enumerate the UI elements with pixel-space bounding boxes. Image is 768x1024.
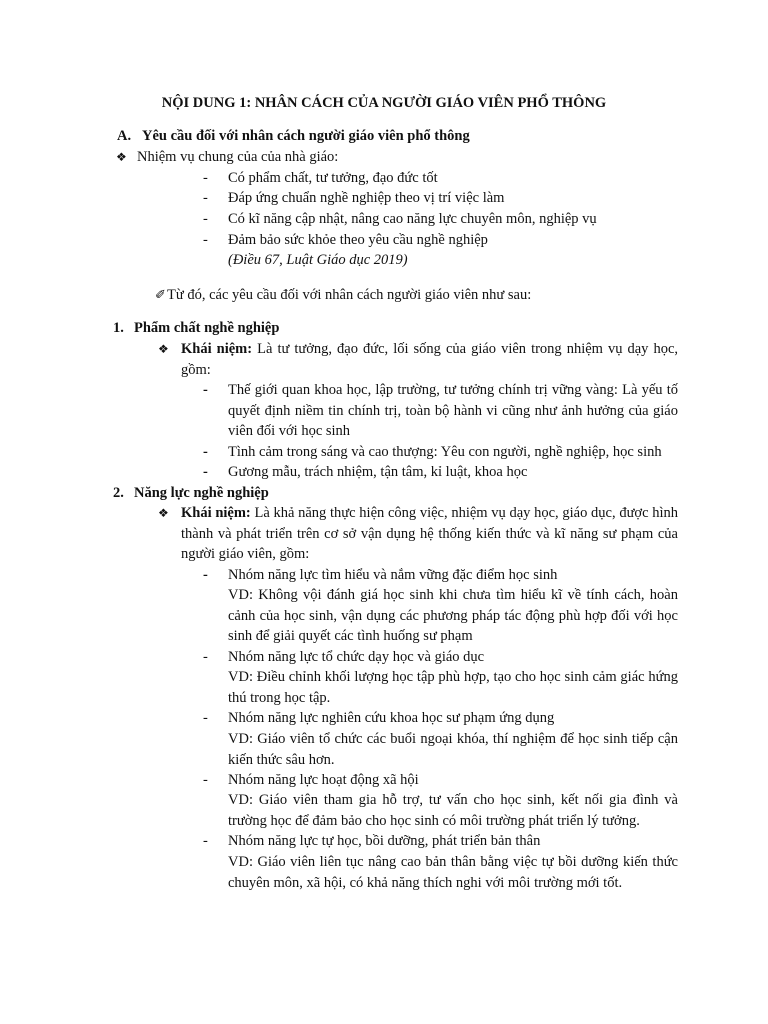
competency-example: VD: Giáo viên tham gia hỗ trợ, tư vấn cho học sinh, kết nối gia đình và trường học để đảm bảo cho học sinh có môi trường phát triển lý tưởng. <box>228 792 678 829</box>
quality-item: Tình cảm trong sáng và cao thượng: Yêu con người, nghề nghiệp, học sinh <box>228 444 662 460</box>
section-1-number: 1. <box>113 320 124 336</box>
task-item: Có kĩ năng cập nhật, nâng cao năng lực chuyên môn, nghiệp vụ <box>228 211 597 227</box>
competency-example: VD: Điều chỉnh khối lượng học tập phù hợp, tạo cho học sinh cảm giác hứng thú trong học tập. <box>228 669 678 706</box>
quality-item: Gương mẫu, trách nhiệm, tận tâm, kỉ luật, khoa học <box>228 464 528 480</box>
dash-marker: - <box>203 232 208 248</box>
competency-example: VD: Giáo viên liên tục nâng cao bản thân bằng việc tự bồi dưỡng kiến thức chuyên môn, xã hội, có khả năng thích nghi với môi trường mới tốt. <box>228 854 678 891</box>
competency-group-name: Nhóm năng lực hoạt động xã hội <box>228 772 419 788</box>
dash-marker: - <box>203 382 208 398</box>
dash-marker: - <box>203 464 208 480</box>
section-a-marker: A. <box>117 128 132 144</box>
dash-marker: - <box>203 170 208 186</box>
quality-item: Thế giới quan khoa học, lập trường, tư tưởng chính trị vững vàng: Là yếu tố quyết định niềm tin chính trị, toàn bộ hành vi cũng như ảnh hưởng của giáo viên đối với học sinh <box>228 382 678 439</box>
competency-group-name: Nhóm năng lực tổ chức dạy học và giáo dục <box>228 649 485 665</box>
citation: (Điều 67, Luật Giáo dục 2019) <box>228 252 408 268</box>
task-item: Đáp ứng chuẩn nghề nghiệp theo vị trí việc làm <box>228 190 505 206</box>
diamond-bullet-icon: ❖ <box>158 342 169 356</box>
concept-paragraph <box>181 339 678 380</box>
competency-group-name: Nhóm năng lực tìm hiểu và nắm vững đặc điểm học sinh <box>228 567 558 583</box>
concept-text: Là tư tưởng, đạo đức, lối sống của giáo viên trong nhiệm vụ dạy học, gồm: <box>181 341 679 378</box>
page-title: NỘI DUNG 1: NHÂN CÁCH CỦA NGƯỜI GIÁO VIÊN PHỔ THÔNG <box>161 95 607 111</box>
dash-marker: - <box>203 833 208 849</box>
task-item: Có phẩm chất, tư tưởng, đạo đức tốt <box>228 170 438 186</box>
competency-group-name: Nhóm năng lực nghiên cứu khoa học sư phạm ứng dụng <box>228 710 555 726</box>
transition-text: Từ đó, các yêu cầu đối với nhân cách người giáo viên như sau: <box>167 287 532 303</box>
competency-example: VD: Giáo viên tổ chức các buổi ngoại khóa, thí nghiệm để học sinh tiếp cận kiến thức sâu hơn. <box>228 731 678 768</box>
task-item: Đảm bảo sức khỏe theo yêu cầu nghề nghiệp <box>228 232 488 248</box>
dash-marker: - <box>203 444 208 460</box>
section-1-heading: Phẩm chất nghề nghiệp <box>134 320 280 336</box>
tasks-label: Nhiệm vụ chung của của nhà giáo: <box>137 149 339 165</box>
dash-marker: - <box>203 211 208 227</box>
competency-group-name: Nhóm năng lực tự học, bồi dưỡng, phát triển bản thân <box>228 833 541 849</box>
dash-marker: - <box>203 710 208 726</box>
section-2-heading: Năng lực nghề nghiệp <box>134 485 269 501</box>
dash-marker: - <box>203 567 208 583</box>
pencil-icon: ✐ <box>155 287 166 302</box>
concept-label: Khái niệm: <box>181 341 253 357</box>
dash-marker: - <box>203 190 208 206</box>
section-2-number: 2. <box>113 485 124 501</box>
diamond-bullet-icon: ❖ <box>116 150 127 164</box>
concept-text: Là khả năng thực hiện công việc, nhiệm vụ dạy học, giáo dục, được hình thành và phát triển trên cơ sở vận dụng hệ thống kiến thức và kĩ năng sư phạm của người giáo viên, gồm: <box>181 505 679 562</box>
concept-label: Khái niệm: <box>181 505 251 521</box>
section-a-heading: Yêu cầu đối với nhân cách người giáo viên phổ thông <box>142 128 470 144</box>
dash-marker: - <box>203 649 208 665</box>
competency-example: VD: Không vội đánh giá học sinh khi chưa tìm hiểu kĩ về tính cách, hoàn cảnh của học sinh, vận dụng các phương pháp tác động phù hợp đối với học sinh để giải quyết các tình huống sư phạm <box>228 587 678 644</box>
diamond-bullet-icon: ❖ <box>158 506 169 520</box>
concept-paragraph <box>181 503 678 565</box>
dash-marker: - <box>203 772 208 788</box>
